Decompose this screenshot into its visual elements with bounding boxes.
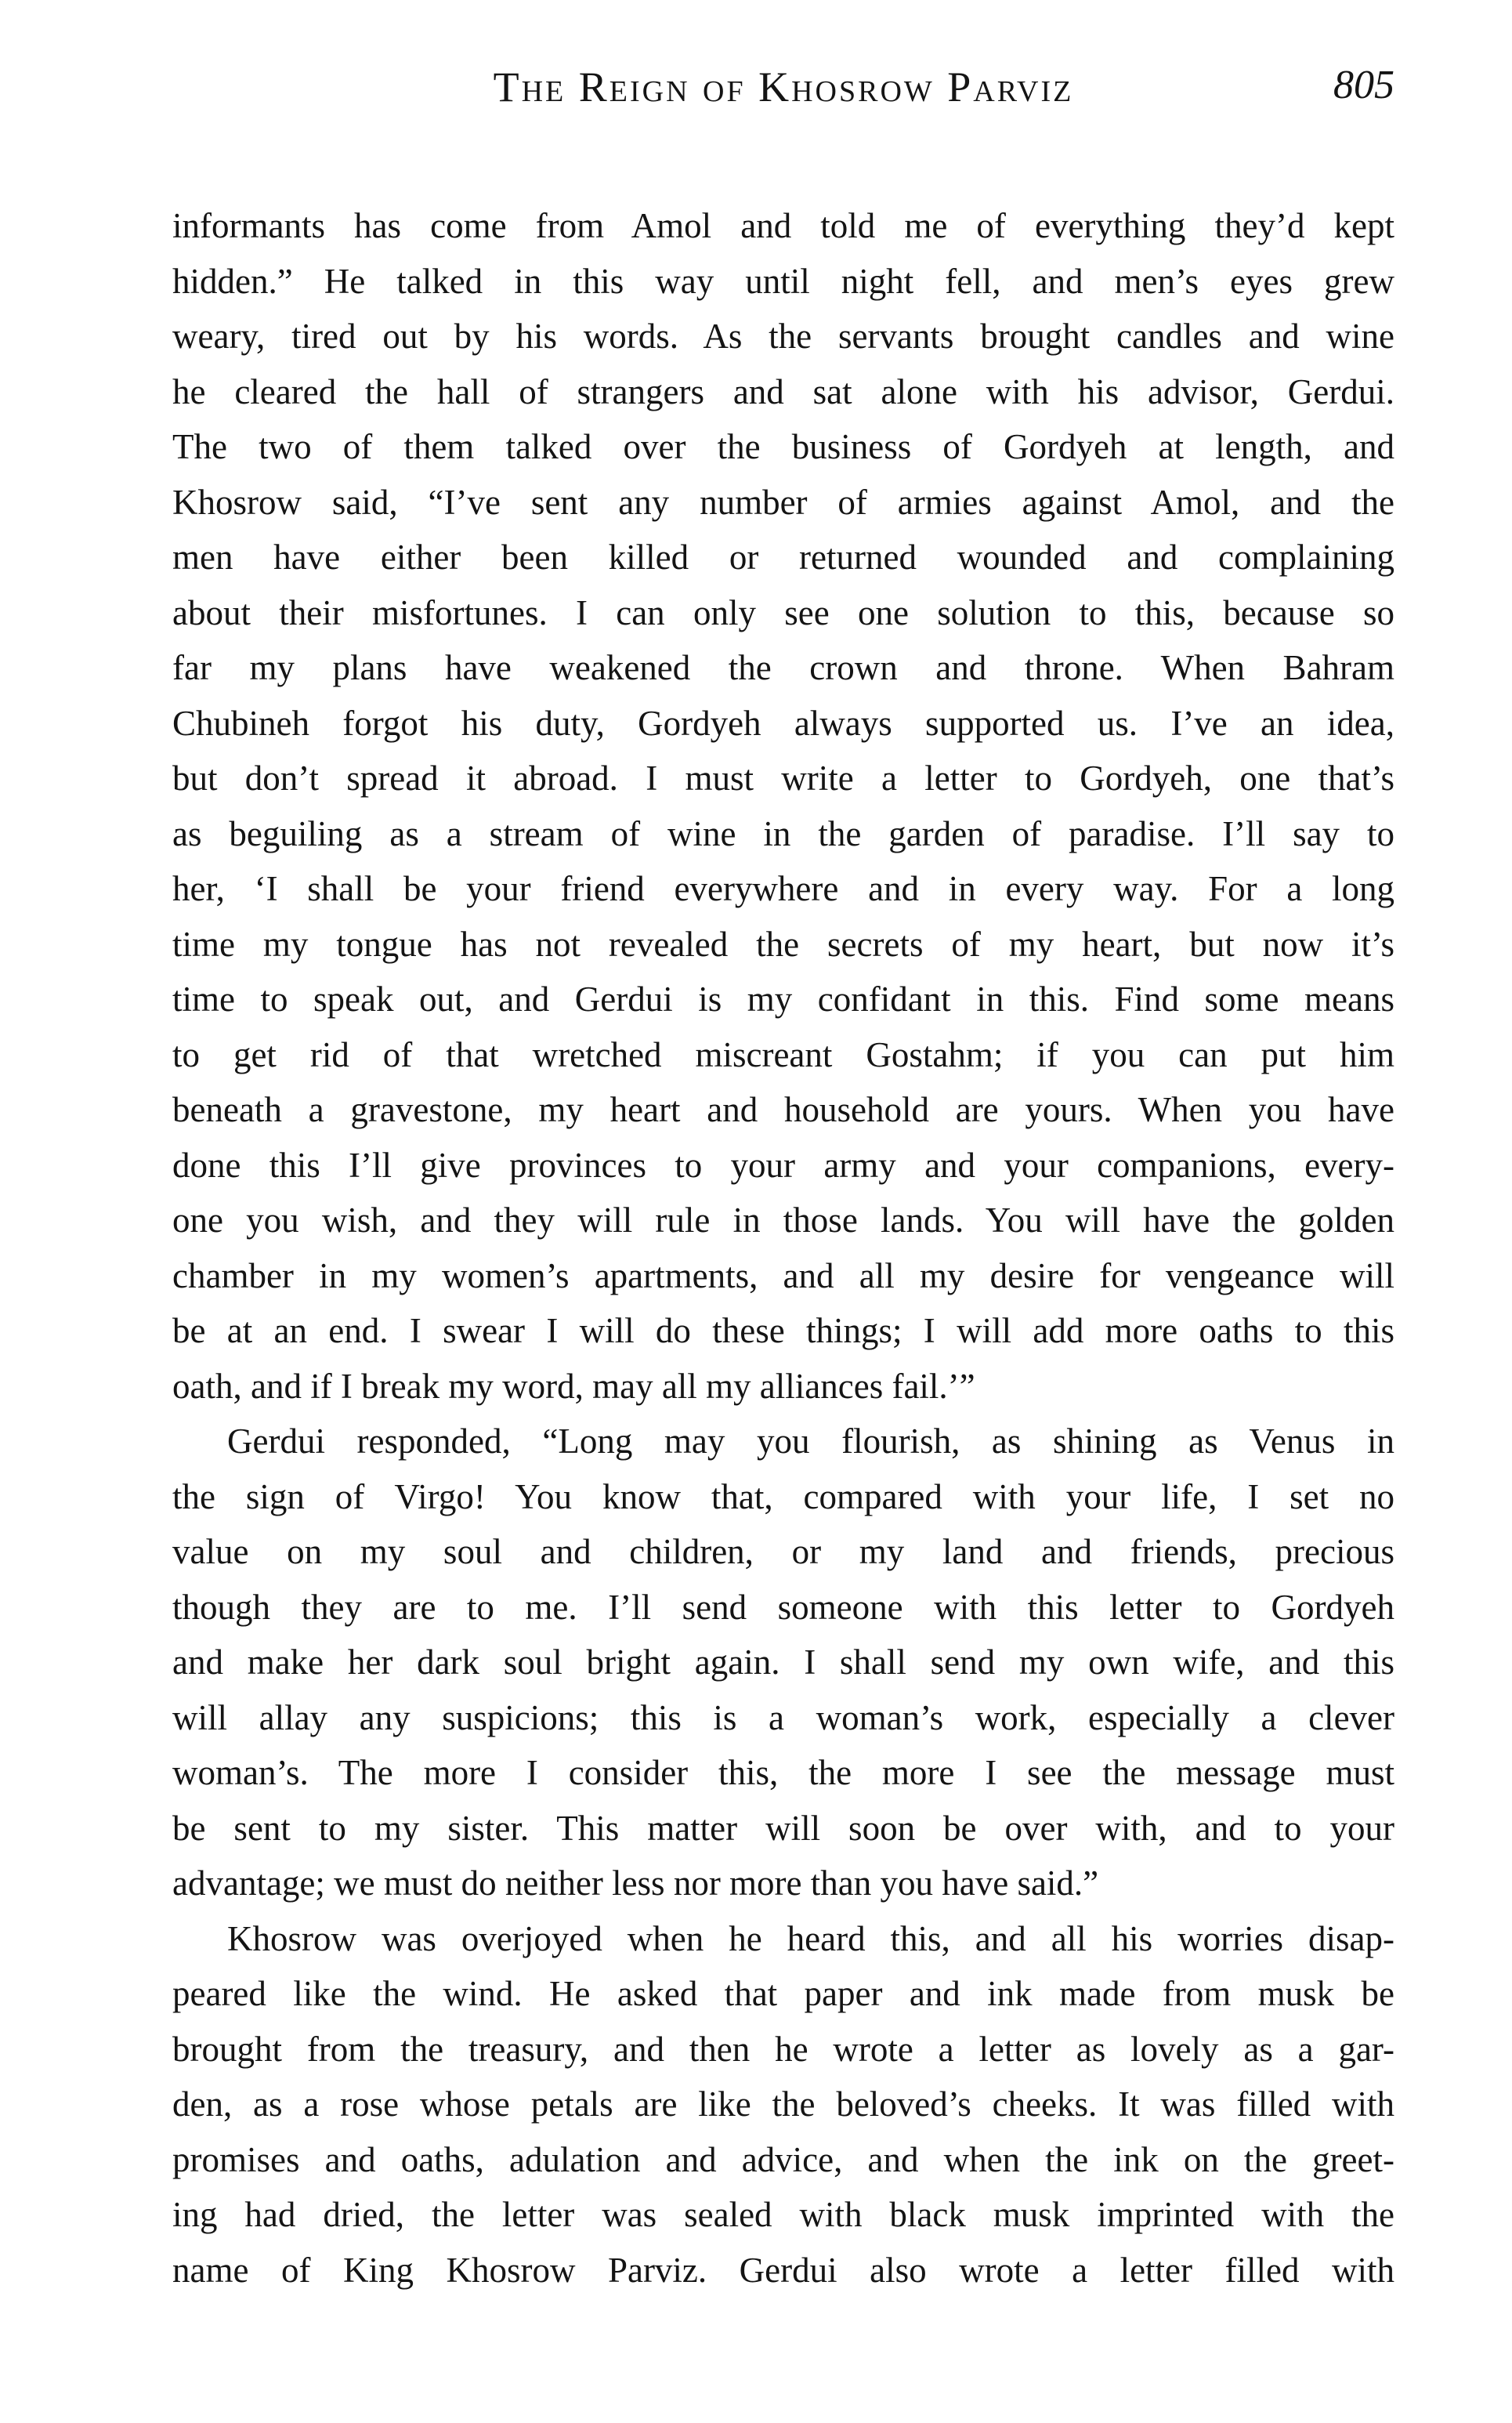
text-line: name of King Khosrow Parviz. Gerdui also wrote a letter filled with xyxy=(172,2250,1394,2290)
text-line: but don’t spread it abroad. I must write a letter to Gordyeh, one that’s xyxy=(172,759,1394,798)
text-line: the sign of Virgo! You know that, compared with your life, I set no xyxy=(172,1476,1394,1516)
text-line: brought from the treasury, and then he wrote a letter as lovely as a gar- xyxy=(172,2029,1394,2069)
text-line: beneath a gravestone, my heart and household are yours. When you have xyxy=(172,1090,1394,1129)
text-line: though they are to me. I’ll send someone with this letter to Gordyeh xyxy=(172,1587,1394,1627)
text-line: advantage; we must do neither less nor more than you have said.” xyxy=(172,1863,1099,1903)
page-number: 805 xyxy=(1333,63,1394,107)
text-line: as beguiling as a stream of wine in the garden of paradise. I’ll say to xyxy=(172,813,1394,853)
text-line: men have either been killed or returned wounded and complaining xyxy=(172,538,1394,577)
text-line: promises and oaths, adulation and advice, and when the ink on the greet- xyxy=(172,2139,1394,2179)
text-line: oath, and if I break my word, may all my alliances fail.’” xyxy=(172,1366,975,1406)
paragraph xyxy=(172,1911,1394,2298)
text-line: ing had dried, the letter was sealed with black musk imprinted with the xyxy=(172,2195,1394,2234)
text-line: be sent to my sister. This matter will soon be over with, and to your xyxy=(172,1808,1394,1848)
text-line: Khosrow said, “I’ve sent any number of armies against Amol, and the xyxy=(172,482,1394,522)
text-line: weary, tired out by his words. As the servants brought candles and wine xyxy=(172,317,1394,356)
text-line: done this I’ll give provinces to your army and your companions, every- xyxy=(172,1145,1394,1185)
text-line: Khosrow was overjoyed when he heard this, and all his worries disap- xyxy=(227,1918,1394,1958)
text-line: about their misfortunes. I can only see one solution to this, because so xyxy=(172,592,1394,632)
text-line: time to speak out, and Gerdui is my confidant in this. Find some means xyxy=(172,980,1394,1019)
text-line: to get rid of that wretched miscreant Gostahm; if you can put him xyxy=(172,1034,1394,1074)
text-line: woman’s. The more I consider this, the more I see the message must xyxy=(172,1753,1394,1792)
running-header xyxy=(172,63,1394,113)
text-line: and make her dark soul bright again. I shall send my own wife, and this xyxy=(172,1642,1394,1682)
text-line: Gerdui responded, “Long may you flourish, as shining as Venus in xyxy=(227,1422,1394,1461)
text-line: time my tongue has not revealed the secrets of my heart, but now it’s xyxy=(172,924,1394,964)
page-body-text xyxy=(172,198,1394,2298)
text-line: her, ‘I shall be your friend everywhere and in every way. For a long xyxy=(172,869,1394,908)
text-line: The two of them talked over the business of Gordyeh at length, and xyxy=(172,427,1394,466)
text-line: value on my soul and children, or my land and friends, precious xyxy=(172,1532,1394,1571)
text-line: peared like the wind. He asked that paper and ink made from musk be xyxy=(172,1974,1394,2013)
paragraph xyxy=(172,198,1394,1414)
text-line: he cleared the hall of strangers and sat alone with his advisor, Gerdui. xyxy=(172,371,1394,411)
text-line: far my plans have weakened the crown and throne. When Bahram xyxy=(172,648,1394,687)
text-line: Chubineh forgot his duty, Gordyeh always supported us. I’ve an idea, xyxy=(172,703,1394,743)
paragraph xyxy=(172,1414,1394,1911)
text-line: one you wish, and they will rule in those lands. You will have the golden xyxy=(172,1201,1394,1240)
text-line: hidden.” He talked in this way until night fell, and men’s eyes grew xyxy=(172,261,1394,301)
text-line: chamber in my women’s apartments, and all my desire for vengeance will xyxy=(172,1255,1394,1295)
page-title: The Reign of Khosrow Parviz xyxy=(493,63,1074,110)
text-line: be at an end. I swear I will do these things; I will add more oaths to this xyxy=(172,1311,1394,1350)
text-line: den, as a rose whose petals are like the beloved’s cheeks. It was filled with xyxy=(172,2084,1394,2124)
text-line: will allay any suspicions; this is a woman’s work, especially a clever xyxy=(172,1697,1394,1737)
text-line: informants has come from Amol and told me of everything they’d kept xyxy=(172,206,1394,245)
